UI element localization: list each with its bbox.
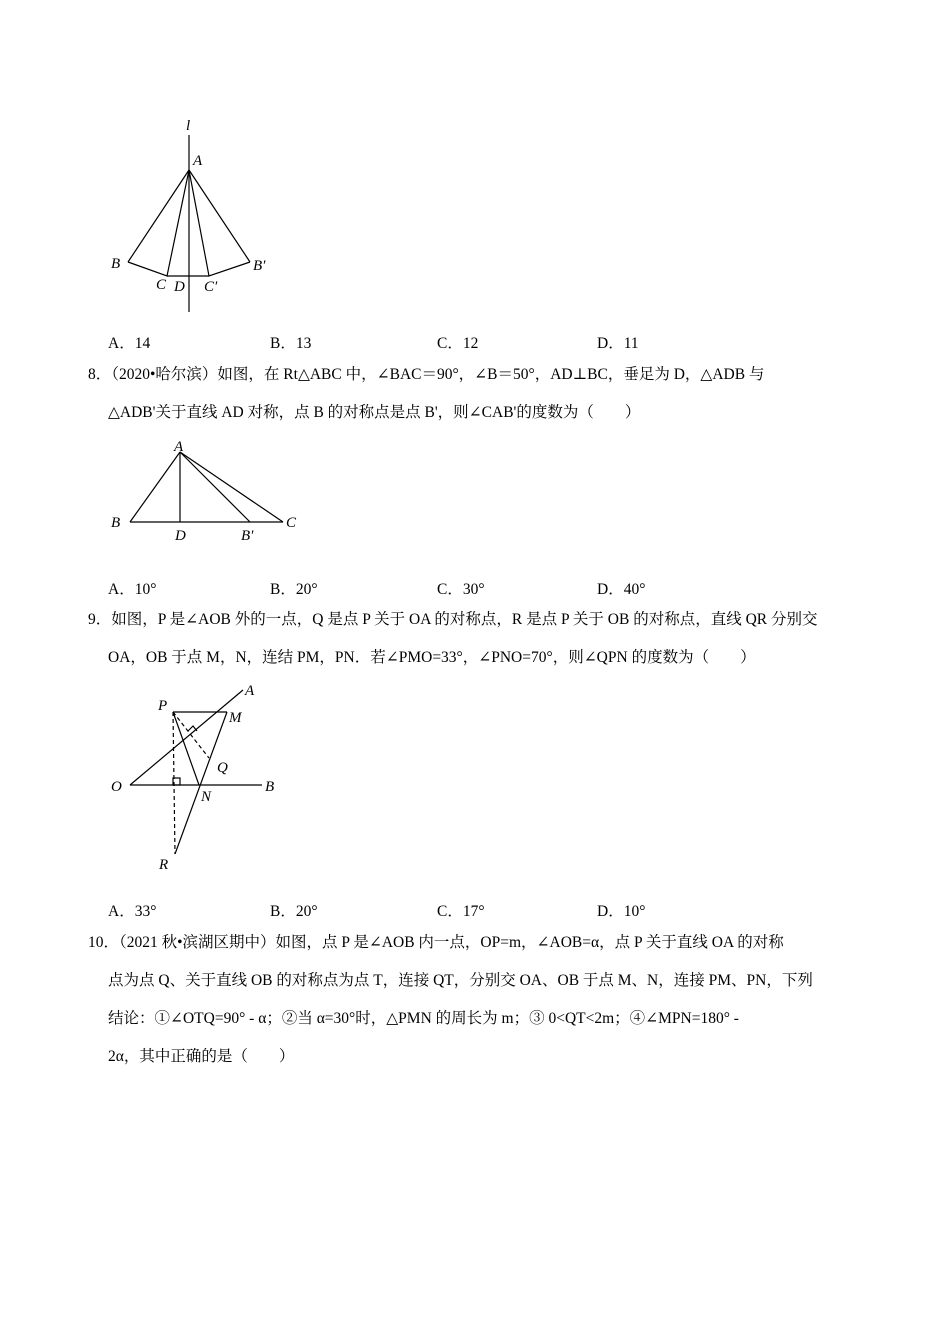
label-q9-labels-Q: Q xyxy=(217,760,228,776)
label-q8-line2: △ADB'关于直线 AD 对称，点 B 的对称点是点 B'，则∠CAB'的度数为（ ） xyxy=(108,404,641,421)
label-q8-labels-D: D xyxy=(175,528,186,544)
label-q9-labels-N: N xyxy=(201,789,212,805)
label-fig1-labels-C: C xyxy=(156,277,167,293)
option-d: D．10° xyxy=(597,903,646,920)
question-8 xyxy=(88,356,764,432)
label-q9-line2: OA，OB 于点 M，N，连结 PM，PN．若∠PMO=33°，∠PNO=70°，则∠QPN 的度数为（ ） xyxy=(108,649,756,666)
label-q8-line1: 8．（2020•哈尔滨）如图，在 Rt△ABC 中，∠BAC＝90°，∠B＝50°，AD⊥BC，垂足为 D，△ADB 与 xyxy=(88,366,765,383)
label-q10-line4: 2α，其中正确的是（ ） xyxy=(108,1048,295,1065)
label-q8-labels-B2: B′ xyxy=(241,528,254,544)
segments-ABCD xyxy=(128,170,189,276)
option-c: C．12 xyxy=(437,335,479,352)
label-fig1-labels-B: B xyxy=(111,256,121,272)
label-q10-line1: 10．（2021 秋•滨湖区期中）如图，点 P 是∠AOB 内一点，OP=m，∠AOB=α，点 P 关于直线 OA 的对称 xyxy=(88,934,784,951)
option-d: D．40° xyxy=(597,581,646,598)
option-b: B．20° xyxy=(270,581,318,598)
segments-AB2C2 xyxy=(189,170,250,276)
label-fig1-labels-A: A xyxy=(193,153,203,169)
label-fig1-labels-D: D xyxy=(174,279,185,295)
question-9 xyxy=(88,601,817,677)
label-q8-labels-B: B xyxy=(111,515,121,531)
label-q10-line3: 结论：①∠OTQ=90° - α；②当 α=30°时，△PMN 的周长为 m；③ 0<QT<2m；④∠MPN=180° - xyxy=(108,1010,739,1027)
label-q8-labels-C: C xyxy=(286,515,297,531)
label-q9-labels-P: P xyxy=(158,698,168,714)
label-q9-labels-O: O xyxy=(111,779,122,795)
option-b: B．13 xyxy=(270,335,312,352)
label-q9-labels-R: R xyxy=(159,857,169,873)
option-b: B．20° xyxy=(270,903,318,920)
option-a: A．14 xyxy=(108,335,151,352)
option-c: C．17° xyxy=(437,903,485,920)
label-q9-labels-A: A xyxy=(245,683,255,699)
label-q8-labels-A: A xyxy=(174,439,184,455)
label-q9-labels-B: B xyxy=(265,779,275,795)
label-q9-labels-M: M xyxy=(229,710,242,726)
option-d: D．11 xyxy=(597,335,639,352)
option-a: A．33° xyxy=(108,903,157,920)
label-fig1-labels-l: l xyxy=(186,118,191,134)
label-fig1-labels-B2: B′ xyxy=(253,258,266,274)
option-a: A．10° xyxy=(108,581,157,598)
label-fig1-labels-C2: C′ xyxy=(204,279,218,295)
label-q10-line2: 点为点 Q、关于直线 OB 的对称点为点 T，连接 QT，分别交 OA、OB 于点 M、N，连接 PM、PN，下列 xyxy=(108,972,813,989)
option-c: C．30° xyxy=(437,581,485,598)
question-10 xyxy=(88,924,813,1076)
label-q9-line1: 9．如图，P 是∠AOB 外的一点，Q 是点 P 关于 OA 的对称点，R 是点 P 关于 OB 的对称点，直线 QR 分别交 xyxy=(88,611,818,628)
